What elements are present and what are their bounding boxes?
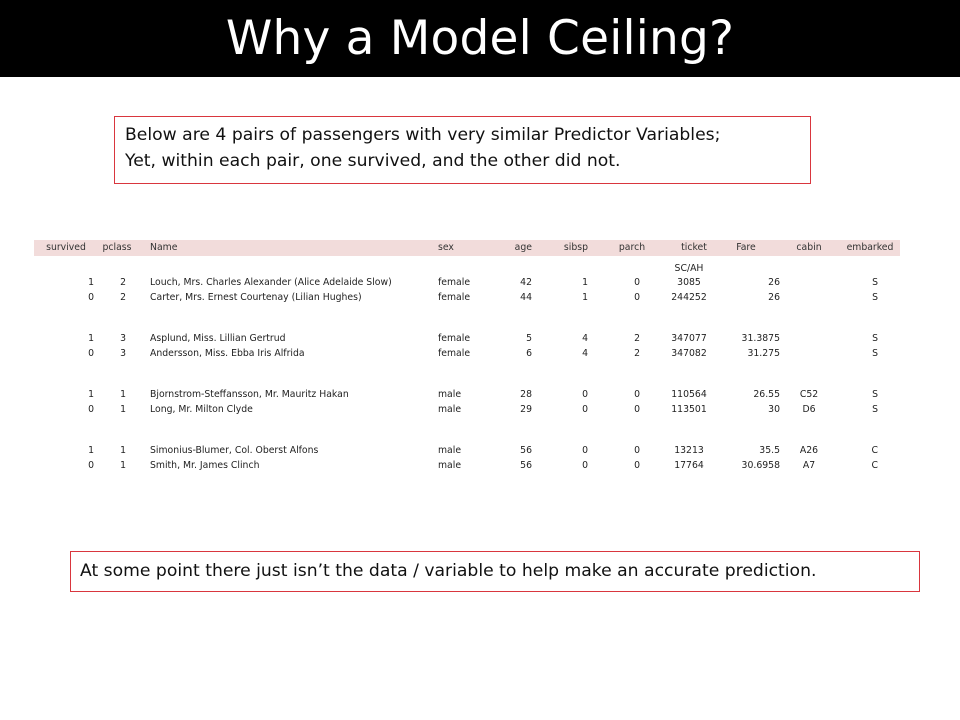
header-ticket: ticket bbox=[681, 242, 707, 253]
cell-pclass: 1 bbox=[120, 460, 126, 471]
cell-embarked: S bbox=[872, 333, 878, 344]
header-pclass: pclass bbox=[102, 242, 132, 253]
passenger-table bbox=[34, 240, 900, 473]
cell-sibsp: 1 bbox=[582, 277, 588, 288]
table-row bbox=[34, 331, 900, 346]
table-row bbox=[34, 263, 900, 290]
slide-title: Why a Model Ceiling? bbox=[0, 0, 960, 77]
cell-fare: 26 bbox=[768, 292, 780, 303]
cell-fare: 26 bbox=[768, 277, 780, 288]
cell-sibsp: 4 bbox=[582, 333, 588, 344]
cell-name: Asplund, Miss. Lillian Gertrud bbox=[150, 333, 286, 344]
cell-sex: female bbox=[438, 292, 471, 303]
cell-name: Simonius-Blumer, Col. Oberst Alfons bbox=[150, 445, 319, 456]
cell-ticket: 347082 bbox=[671, 348, 707, 359]
cell-sibsp: 0 bbox=[582, 389, 588, 400]
cell-fare: 30 bbox=[768, 404, 780, 415]
cell-survived: 1 bbox=[88, 445, 94, 456]
cell-age: 28 bbox=[520, 389, 532, 400]
cell-pclass: 1 bbox=[120, 404, 126, 415]
cell-name: Smith, Mr. James Clinch bbox=[150, 460, 260, 471]
table-row bbox=[34, 387, 900, 402]
cell-parch: 0 bbox=[634, 277, 640, 288]
cell-name: Long, Mr. Milton Clyde bbox=[150, 404, 253, 415]
cell-age: 56 bbox=[520, 460, 532, 471]
cell-survived: 1 bbox=[88, 277, 94, 288]
cell-ticket: 110564 bbox=[671, 389, 707, 400]
conclusion-callout: At some point there just isn’t the data / variable to help make an accurate prediction. bbox=[70, 551, 920, 592]
cell-survived: 1 bbox=[88, 333, 94, 344]
cell-sibsp: 0 bbox=[582, 445, 588, 456]
table-row bbox=[34, 458, 900, 473]
cell-sex: female bbox=[438, 277, 471, 288]
intro-line-1: Below are 4 pairs of passengers with very similar Predictor Variables; bbox=[125, 125, 721, 145]
cell-sex: female bbox=[438, 333, 471, 344]
table-row bbox=[34, 290, 900, 305]
cell-fare: 31.275 bbox=[747, 348, 780, 359]
cell-embarked: C bbox=[871, 460, 878, 471]
cell-fare: 26.55 bbox=[753, 389, 780, 400]
cell-sibsp: 4 bbox=[582, 348, 588, 359]
cell-sex: female bbox=[438, 348, 471, 359]
header-sibsp: sibsp bbox=[563, 242, 588, 253]
cell-parch: 0 bbox=[634, 404, 640, 415]
cell-pclass: 2 bbox=[120, 292, 126, 303]
cell-age: 6 bbox=[526, 348, 532, 359]
cell-cabin: A7 bbox=[802, 460, 816, 471]
cell-survived: 0 bbox=[88, 292, 94, 303]
cell-fare: 30.6958 bbox=[741, 460, 780, 471]
cell-age: 44 bbox=[520, 292, 532, 303]
table-row bbox=[34, 346, 900, 361]
cell-cabin: A26 bbox=[799, 445, 819, 456]
cell-sex: male bbox=[438, 404, 462, 415]
cell-age: 56 bbox=[520, 445, 532, 456]
cell-sibsp: 0 bbox=[582, 404, 588, 415]
cell-pclass: 1 bbox=[120, 389, 126, 400]
header-cabin: cabin bbox=[796, 242, 822, 253]
cell-pclass: 3 bbox=[120, 333, 126, 344]
cell-ticket: 244252 bbox=[671, 292, 707, 303]
table-row bbox=[34, 402, 900, 417]
cell-sibsp: 0 bbox=[582, 460, 588, 471]
cell-pclass: 2 bbox=[120, 277, 126, 288]
header-parch: parch bbox=[618, 242, 646, 253]
cell-sibsp: 1 bbox=[582, 292, 588, 303]
header-fare: Fare bbox=[736, 242, 756, 253]
table-row bbox=[34, 443, 900, 458]
header-name: Name bbox=[150, 242, 178, 253]
cell-embarked: S bbox=[872, 389, 878, 400]
cell-sex: male bbox=[438, 460, 462, 471]
cell-name: Bjornstrom-Steffansson, Mr. Mauritz Hakan bbox=[150, 389, 349, 400]
intro-line-2: Yet, within each pair, one survived, and the other did not. bbox=[125, 151, 621, 171]
cell-ticket: 17764 bbox=[674, 460, 704, 471]
cell-survived: 0 bbox=[88, 460, 94, 471]
cell-ticket: 347077 bbox=[671, 333, 707, 344]
cell-sex: male bbox=[438, 389, 462, 400]
cell-survived: 0 bbox=[88, 348, 94, 359]
ticket-prefix: SC/AH bbox=[674, 263, 704, 274]
cell-fare: 35.5 bbox=[759, 445, 780, 456]
cell-parch: 2 bbox=[634, 333, 640, 344]
header-survived: survived bbox=[46, 242, 86, 253]
cell-cabin: D6 bbox=[802, 404, 816, 415]
cell-sex: male bbox=[438, 445, 462, 456]
cell-embarked: S bbox=[872, 292, 878, 303]
cell-parch: 0 bbox=[634, 292, 640, 303]
cell-age: 5 bbox=[526, 333, 532, 344]
intro-callout bbox=[114, 116, 811, 184]
cell-name: Louch, Mrs. Charles Alexander (Alice Adelaide Slow) bbox=[150, 277, 392, 288]
cell-survived: 0 bbox=[88, 404, 94, 415]
cell-survived: 1 bbox=[88, 389, 94, 400]
header-age: age bbox=[514, 242, 532, 253]
cell-ticket: 3085 bbox=[677, 277, 701, 288]
cell-age: 29 bbox=[520, 404, 532, 415]
cell-pclass: 1 bbox=[120, 445, 126, 456]
cell-embarked: S bbox=[872, 277, 878, 288]
header-sex: sex bbox=[438, 242, 454, 253]
cell-fare: 31.3875 bbox=[741, 333, 780, 344]
cell-parch: 0 bbox=[634, 389, 640, 400]
cell-parch: 0 bbox=[634, 445, 640, 456]
cell-ticket: 113501 bbox=[671, 404, 707, 415]
cell-parch: 2 bbox=[634, 348, 640, 359]
table-header-row bbox=[34, 240, 900, 256]
cell-cabin: C52 bbox=[799, 389, 819, 400]
cell-embarked: C bbox=[871, 445, 878, 456]
cell-ticket: 13213 bbox=[674, 445, 704, 456]
cell-pclass: 3 bbox=[120, 348, 126, 359]
header-embarked: embarked bbox=[846, 242, 894, 253]
cell-name: Andersson, Miss. Ebba Iris Alfrida bbox=[150, 348, 305, 359]
cell-parch: 0 bbox=[634, 460, 640, 471]
cell-name: Carter, Mrs. Ernest Courtenay (Lilian Hughes) bbox=[150, 292, 362, 303]
cell-embarked: S bbox=[872, 404, 878, 415]
cell-age: 42 bbox=[520, 277, 532, 288]
cell-embarked: S bbox=[872, 348, 878, 359]
